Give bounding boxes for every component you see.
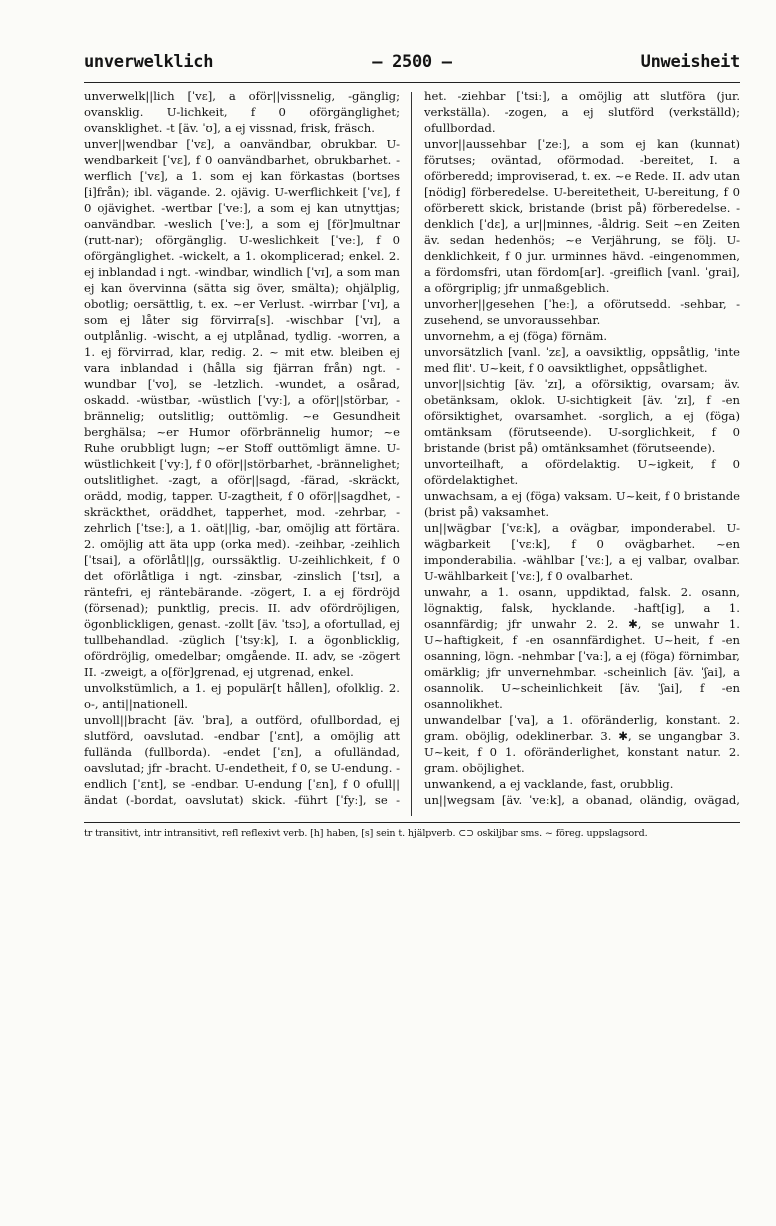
entry: unvor||sichtig [äv. ˈzɪ], a oförsiktig, ovarsam; äv. obetänksam, oklok. U-sichtigkeit [äv. ˈzɪ], f -en oförsiktighet, ovarsamhet. -sorglich, a ej (föga) omtänksam (förutseende). U-sorglichkeit, f 0 bristande (brist på) omtänksamhet (förutseende). [424, 377, 740, 455]
left-column [84, 88, 400, 810]
entry: unvor||aussehbar [ˈzeː], a som ej kan (kunnat) förutses; oväntad, oförmodad. -bereitet, I. a oförberedd; improviserad, t. ex. ~e Rede. II. adv utan [nödig] förberedelse. U-bereitetheit, U-bereitung, f 0 oförberett skick, bristande (brist på) förberedelse. -denklich [ˈdɛ], a ur||minnes, -åldrig. Seit ~en Zeiten äv. sedan hedenhös; ~e Verjährung, se följ. U-denklichkeit, f 0 jur. urminnes hävd. -eingenommen, a fördomsfri, utan fördom[ar]. -greiflich [vanl. ˈgrai], a oförgriplig; jfr unmaßgeblich. [424, 137, 740, 295]
entry: unwahr, a 1. osann, uppdiktad, falsk. 2. osann, lögnaktig, falsk, hycklande. -haft[ig], a 1. osannfärdig; jfr unwahr 2. 2. ✱, se unwahr 1. U~haftigkeit, f -en osannfärdighet. U~heit, f -en osanning, lögn. -nehmbar [ˈvaː], a ej (föga) förnimbar, omärklig; jfr unvernehmbar. -scheinlich [äv. ˈʃai], a osannolik. U~scheinlichkeit [äv. ˈʃai], f -en osannolikhet. [424, 585, 740, 711]
entry: unvorteilhaft, a ofördelaktig. U~igkeit, f 0 ofördelaktighet. [424, 457, 740, 487]
column-divider [411, 92, 412, 816]
entry: unvorher||gesehen [ˈheː], a oförutsedd. -sehbar, -zusehend, se unvoraussehbar. [424, 297, 740, 327]
header-first-word: unverwelklich [84, 52, 214, 72]
entry: unvoll||bracht [äv. ˈbra], a outförd, ofullbordad, ej slutförd, oavslutad. -endbar [ˈɛnt], a omöjlig att fullända (fullborda). -endet [ˈɛn], a ofulländad, oavslutad; jfr -bracht. U-endetheit, f 0, se U-endung. -endlich [ˈɛnt], se -endbar. U-endung [ˈɛn], f 0 ofull||ändat (-bordat, oavslutat) skick. -führt [ˈfyː], se - [84, 713, 400, 807]
entry: unvolkstümlich, a 1. ej populär[t hållen], ofolklig. 2. o-, anti||nationell. [84, 681, 400, 711]
header-rule [84, 82, 740, 83]
right-column [424, 88, 740, 810]
entry: unverwelk||lich [ˈvɛ], a oför||vissnelig, -gänglig; ovansklig. U-lichkeit, f 0 oförgänglighet; ovansklighet. -t [äv. ˈʊ], a ej vissnad, frisk, fräsch. [84, 89, 400, 135]
entry: unwandelbar [ˈva], a 1. oföränderlig, konstant. 2. gram. oböjlig, odeklinerbar. 3. ✱, se ungangbar 3. U~keit, f 0 1. oföränderlighet, konstant natur. 2. gram. oböjlighet. [424, 713, 740, 775]
header-last-word: Unweisheit [640, 52, 740, 72]
entry: het. -ziehbar [ˈtsiː], a omöjlig att slutföra (jur. verkställa). -zogen, a ej slutförd (verkställd); ofullbordad. [424, 89, 740, 135]
entry: unwachsam, a ej (föga) vaksam. U~keit, f 0 bristande (brist på) vaksamhet. [424, 489, 740, 519]
entry: unvorsätzlich [vanl. ˈzɛ], a oavsiktlig, oppsåtlig, 'inte med flit'. U~keit, f 0 oavsiktlighet, oppsåtlighet. [424, 345, 740, 375]
entry: unwankend, a ej vacklande, fast, orubblig. [424, 777, 674, 791]
abbreviation-legend: tr transitivt, intr intransitivt, refl reflexivt verb. [h] haben, [s] sein t. hjälpverb. ⊂⊃ oskiljbar sms. ~ föreg. uppslagsord. [84, 822, 740, 839]
page-header [84, 52, 740, 86]
entry: un||wegsam [äv. ˈveːk], a obanad, oländig, ovägad, [424, 793, 740, 807]
entry: unvornehm, a ej (föga) förnäm. [424, 329, 608, 343]
page-number: — 2500 — [372, 52, 452, 72]
entry: unver||wendbar [ˈvɛ], a oanvändbar, obrukbar. U-wendbarkeit [ˈvɛ], f 0 oanvändbarhet, obrukbarhet. -werflich [ˈvɛ], a 1. som ej kan förkastas (bortses [i]från); ibl. vägande. 2. ojävig. U-werflichkeit [ˈvɛ], f 0 ojävighet. -wertbar [ˈveː], a som ej kan utnyttjas; oanvändbar. -weslich [ˈveː], a som ej [för]multnar (rutt-nar); oförgänglig. U-weslichkeit [ˈveː], f 0 oförgänglighet. -wickelt, a 1. okomplicerad; enkel. 2. ej inblandad i ngt. -windbar, windlich [ˈvɪ], a som man ej kan övervinna (sätta sig över, smälta); ohjälplig, obotlig; oersättlig, t. ex. ~er Verlust. -wirrbar [ˈvɪ], a som ej låter sig förvirra[s]. -wischbar [ˈvɪ], a outplånlig. -wischt, a ej utplånad, tydlig. -worren, a 1. ej förvirrad, klar, redig. 2. ~ mit etw. bleiben ej vara inblandad i (hålla sig fjärran från) ngt. -wundbar [ˈvʊ], se -letzlich. -wundet, a osårad, oskadd. -wüstbar, -wüstlich [ˈvyː], a oför||störbar, -brännelig; outslitlig; outtömlig. ~e Gesundheit berghälsa; ~er Humor oförbrännelig humor; ~e Ruhe orubbligt lugn; ~er Stoff outtömligt ämne. U-wüstlichkeit [ˈvyː], f 0 oför||störbarhet, -brännelighet; outslitlighet. -zagt, a oför||sagd, -färad, -skräckt, orädd, modig, tapper. U-zagtheit, f 0 oför||sagdhet, -skräckthet, oräddhet, tapperhet, mod. -zehrbar, -zehrlich [ˈtseː], a 1. oät||lig, -bar, omöjlig att förtära. 2. omöjlig att äta upp (orka med). -zeihbar, -zeihlich [ˈtsai], a oförlåtl||g, ourssäktlig. U-zeihlichkeit, f 0 det oförlåtliga i ngt. -zinsbar, -zinslich [ˈtsɪ], a räntefri, ej räntebärande. -zögert, I. a ej fördröjd (försenad); punktlig, precis. II. adv ofördröjligen, ögonblickligen, genast. -zollt [äv. ˈtsɔ], a ofortullad, ej tullbehandlad. -züglich [ˈtsyːk], I. a ögonblicklig, ofördröjlig, omedelbar; omgående. II. adv, se -zögert II. -zweigt, a o[för]grenad, ej utgrenad, enkel. [84, 137, 400, 679]
entry: un||wägbar [ˈvɛːk], a ovägbar, imponderabel. U-wägbarkeit [ˈvɛːk], f 0 ovägbarhet. ~en imponderabilia. -wählbar [ˈvɛː], a ej valbar, ovalbar. U-wählbarkeit [ˈvɛː], f 0 ovalbarhet. [424, 521, 740, 583]
